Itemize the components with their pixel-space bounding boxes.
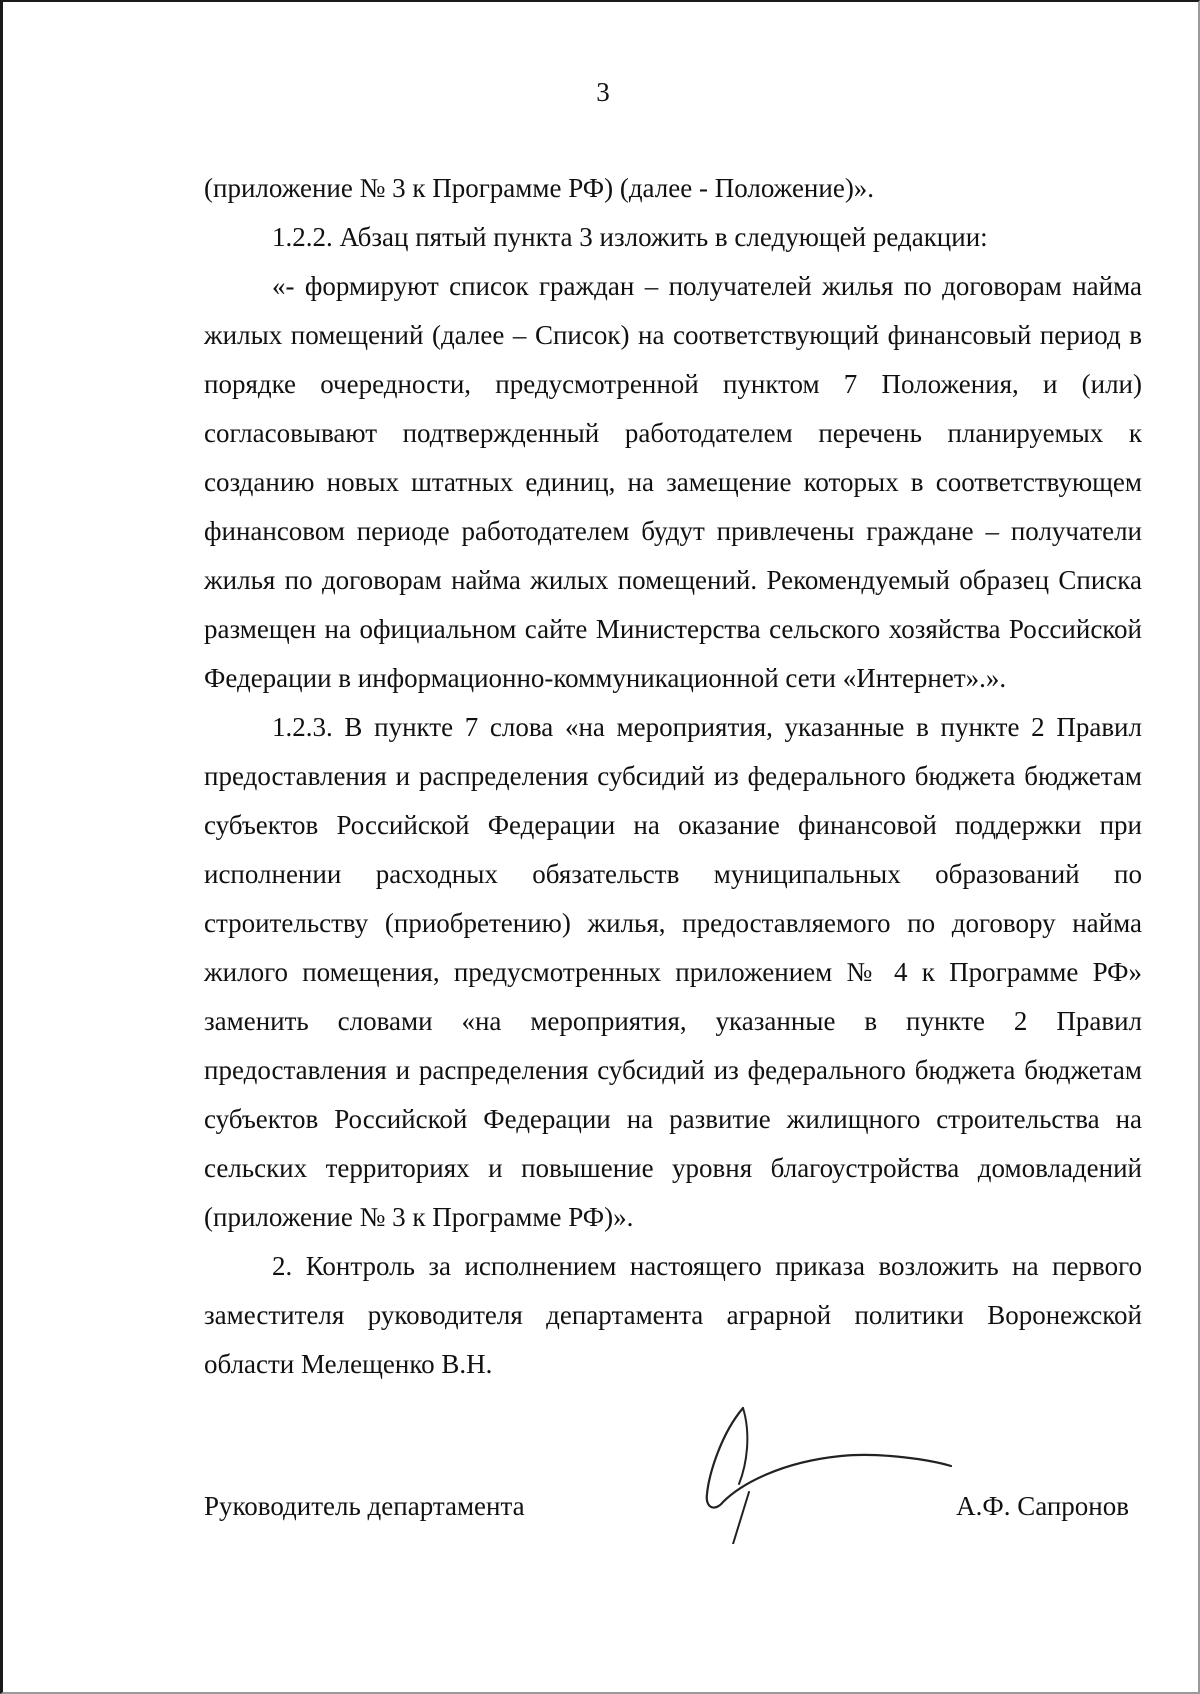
document-body [204, 164, 1142, 1389]
paragraph-continuation: (приложение № 3 к Программе РФ) (далее - Положение)». [204, 173, 875, 203]
paragraph-1-2-3: 1.2.3. В пункте 7 слова «на мероприятия, указанные в пункте 2 Правил предоставления и распределения субсидий из федерального бюджета бюджетам субъектов Российской Федерации на оказание финансовой поддержки при исполнении расходных обязательств муниципальных образований по строительству (приобретению) жилья, предоставляемого по договору найма жилого помещения, предусмотренных приложением № 4 к Программе РФ» заменить словами «на мероприятия, указанные в пункте 2 Правил предоставления и распределения субсидий из федерального бюджета бюджетам субъектов Российской Федерации на развитие жилищного строительства на сельских территориях и повышение уровня благоустройства домовладений (приложение № 3 к Программе РФ)». [204, 712, 1142, 1232]
page-number: 3 [596, 77, 610, 107]
paragraph-quoted-amendment: «- формируют список граждан – получателей жилья по договорам найма жилых помещений (далее – Список) на соответствующий финансовый период в порядке очередности, предусмотренной пунктом 7 Положения, и (или) согласовывают подтвержденный работодателем перечень планируемых к созданию новых штатных единиц, на замещение которых в соответствующем финансовом периоде работодателем будут привлечены граждане – получатели жилья по договорам найма жилых помещений. Рекомендуемый образец Списка размещен на официальном сайте Министерства сельского хозяйства Российской Федерации в информационно-коммуникационной сети «Интернет».». [204, 271, 1142, 693]
handwritten-signature [701, 1404, 961, 1544]
signer-position: Руководитель департамента [204, 1491, 525, 1521]
signer-name: А.Ф. Сапронов [956, 1491, 1129, 1521]
paragraph-1-2-2: 1.2.2. Абзац пятый пункта 3 изложить в следующей редакции: [272, 222, 988, 252]
paragraph-2-control: 2. Контроль за исполнением настоящего приказа возложить на первого заместителя руководителя департамента аграрной политики Воронежской области Мелещенко В.Н. [204, 1251, 1142, 1379]
